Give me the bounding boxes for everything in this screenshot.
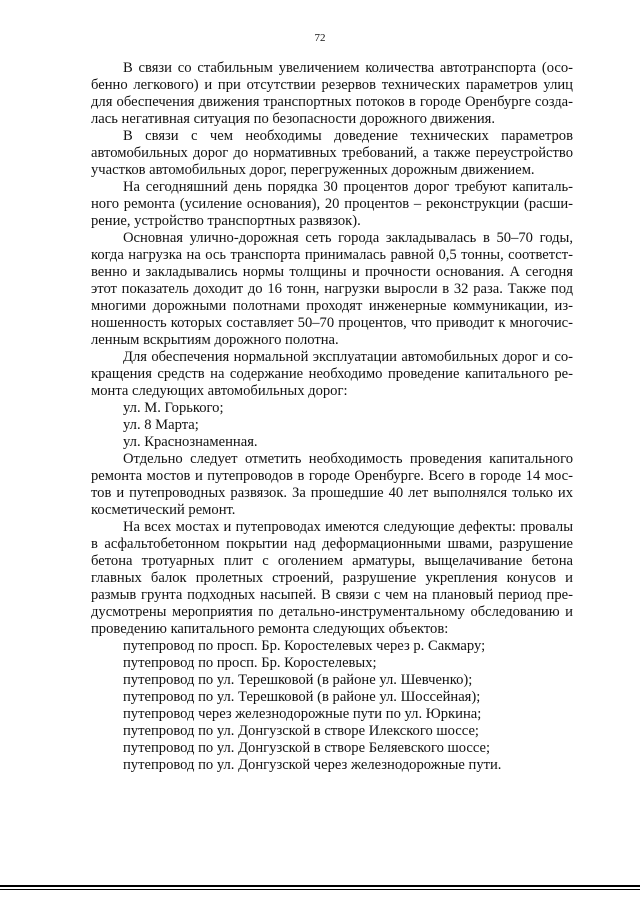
text-line: венно и закладывались нормы толщины и прочности основания. А сегодня: [91, 264, 573, 280]
paragraph-road-parameters: [91, 128, 573, 179]
text-line: В связи со стабильным увеличением количества автотранспорта (осо-: [123, 60, 573, 76]
document-body: [91, 60, 573, 774]
text-line: размыв грунта подходных насыпей. В связи с чем на плановый период пре-: [91, 587, 573, 603]
list-item: путепровод по просп. Бр. Коростелевых через р. Сакмару;: [123, 638, 486, 654]
text-line: когда нагрузка на ось транспорта принималась равной 0,5 тонны, соответст-: [91, 247, 573, 263]
text-line: дусмотрены мероприятия по детально-инструментальному обследованию и: [91, 604, 573, 620]
text-line: для обеспечения движения транспортных потоков в городе Оренбурге созда-: [91, 94, 573, 110]
text-line: В связи с чем необходимы доведение технических параметров: [123, 128, 573, 144]
list-item: путепровод по ул. Донгузской в створе Илекского шоссе;: [123, 723, 479, 739]
text-line: Отдельно следует отметить необходимость проведения капитального: [123, 451, 573, 467]
list-item: путепровод через железнодорожные пути по ул. Юркина;: [123, 706, 482, 722]
list-item: путепровод по ул. Терешковой (в районе ул. Шоссейная);: [123, 689, 481, 705]
text-line: монта следующих автомобильных дорог:: [91, 383, 348, 399]
text-line: автомобильных дорог до нормативных требований, а также переустройство: [91, 145, 573, 161]
text-line: косметический ремонт.: [91, 502, 236, 518]
footer-rule-thick: [0, 885, 640, 887]
text-line: ленным вскрытиям дорожного полотна.: [91, 332, 339, 348]
text-line: тов и путепроводных развязок. За прошедшие 40 лет выполнялся только их: [91, 485, 573, 501]
text-line: ремонта мостов и путепроводов в городе Оренбурге. Всего в городе 14 мос-: [91, 468, 573, 484]
paragraph-repair-percentages: [91, 179, 573, 230]
roads-list: [91, 400, 573, 451]
text-line: многими дорожными полотнами проходят инженерные коммуникации, из-: [91, 298, 573, 314]
text-line: лась негативная ситуация по безопасности дорожного движения.: [91, 111, 496, 127]
list-item: ул. Краснознаменная.: [123, 434, 258, 450]
text-line: главных балок пролетных строений, разрушение укрепления конусов и: [91, 570, 573, 586]
list-item: ул. 8 Марта;: [123, 417, 199, 433]
paragraph-bridges-repair: [91, 451, 573, 519]
text-line: бенно легкового) и при отсутствии резервов технических параметров улиц: [91, 77, 573, 93]
paragraph-road-network-history: [91, 230, 573, 349]
text-line: проведению капитального ремонта следующих объектов:: [91, 621, 449, 637]
paragraph-traffic-situation: [91, 60, 573, 128]
text-line: Для обеспечения нормальной эксплуатации автомобильных дорог и со-: [123, 349, 573, 365]
text-line: рение, устройство транспортных развязок).: [91, 213, 361, 229]
list-item: путепровод по просп. Бр. Коростелевых;: [123, 655, 377, 671]
text-line: На сегодняшний день порядка 30 процентов дорог требуют капиталь-: [123, 179, 573, 195]
text-line: кращения средств на содержание необходимо проведение капитального ре-: [91, 366, 573, 382]
text-line: бетона тротуарных плит с оголением арматуры, выщелачивание бетона: [91, 553, 573, 569]
footer-rule-thin: [0, 889, 640, 890]
text-line: в асфальтобетонном покрытии над деформационными швами, разрушение: [91, 536, 573, 552]
list-item: путепровод по ул. Донгузской через железнодорожные пути.: [123, 757, 502, 773]
text-line: участков автомобильных дорог, перегруженных дорожным движением.: [91, 162, 535, 178]
text-line: ного ремонта (усиление основания), 20 процентов – реконструкции (расши-: [91, 196, 573, 212]
paragraph-capital-repair-roads: [91, 349, 573, 400]
text-line: этот показатель доходит до 16 тонн, нагрузки выросли в 32 раза. Также под: [91, 281, 573, 297]
list-item: путепровод по ул. Донгузской в створе Беляевского шоссе;: [123, 740, 491, 756]
text-line: ношенность которых составляет 50–70 процентов, что приводит к многочис-: [91, 315, 573, 331]
list-item: ул. М. Горького;: [123, 400, 224, 416]
paragraph-bridge-defects: [91, 519, 573, 638]
text-line: Основная улично-дорожная сеть города закладывалась в 50–70 годы,: [123, 230, 573, 246]
page-number: 72: [314, 32, 326, 44]
list-item: путепровод по ул. Терешковой (в районе ул. Шевченко);: [123, 672, 473, 688]
text-line: На всех мостах и путепроводах имеются следующие дефекты: провалы: [123, 519, 573, 535]
objects-list: [91, 638, 573, 774]
